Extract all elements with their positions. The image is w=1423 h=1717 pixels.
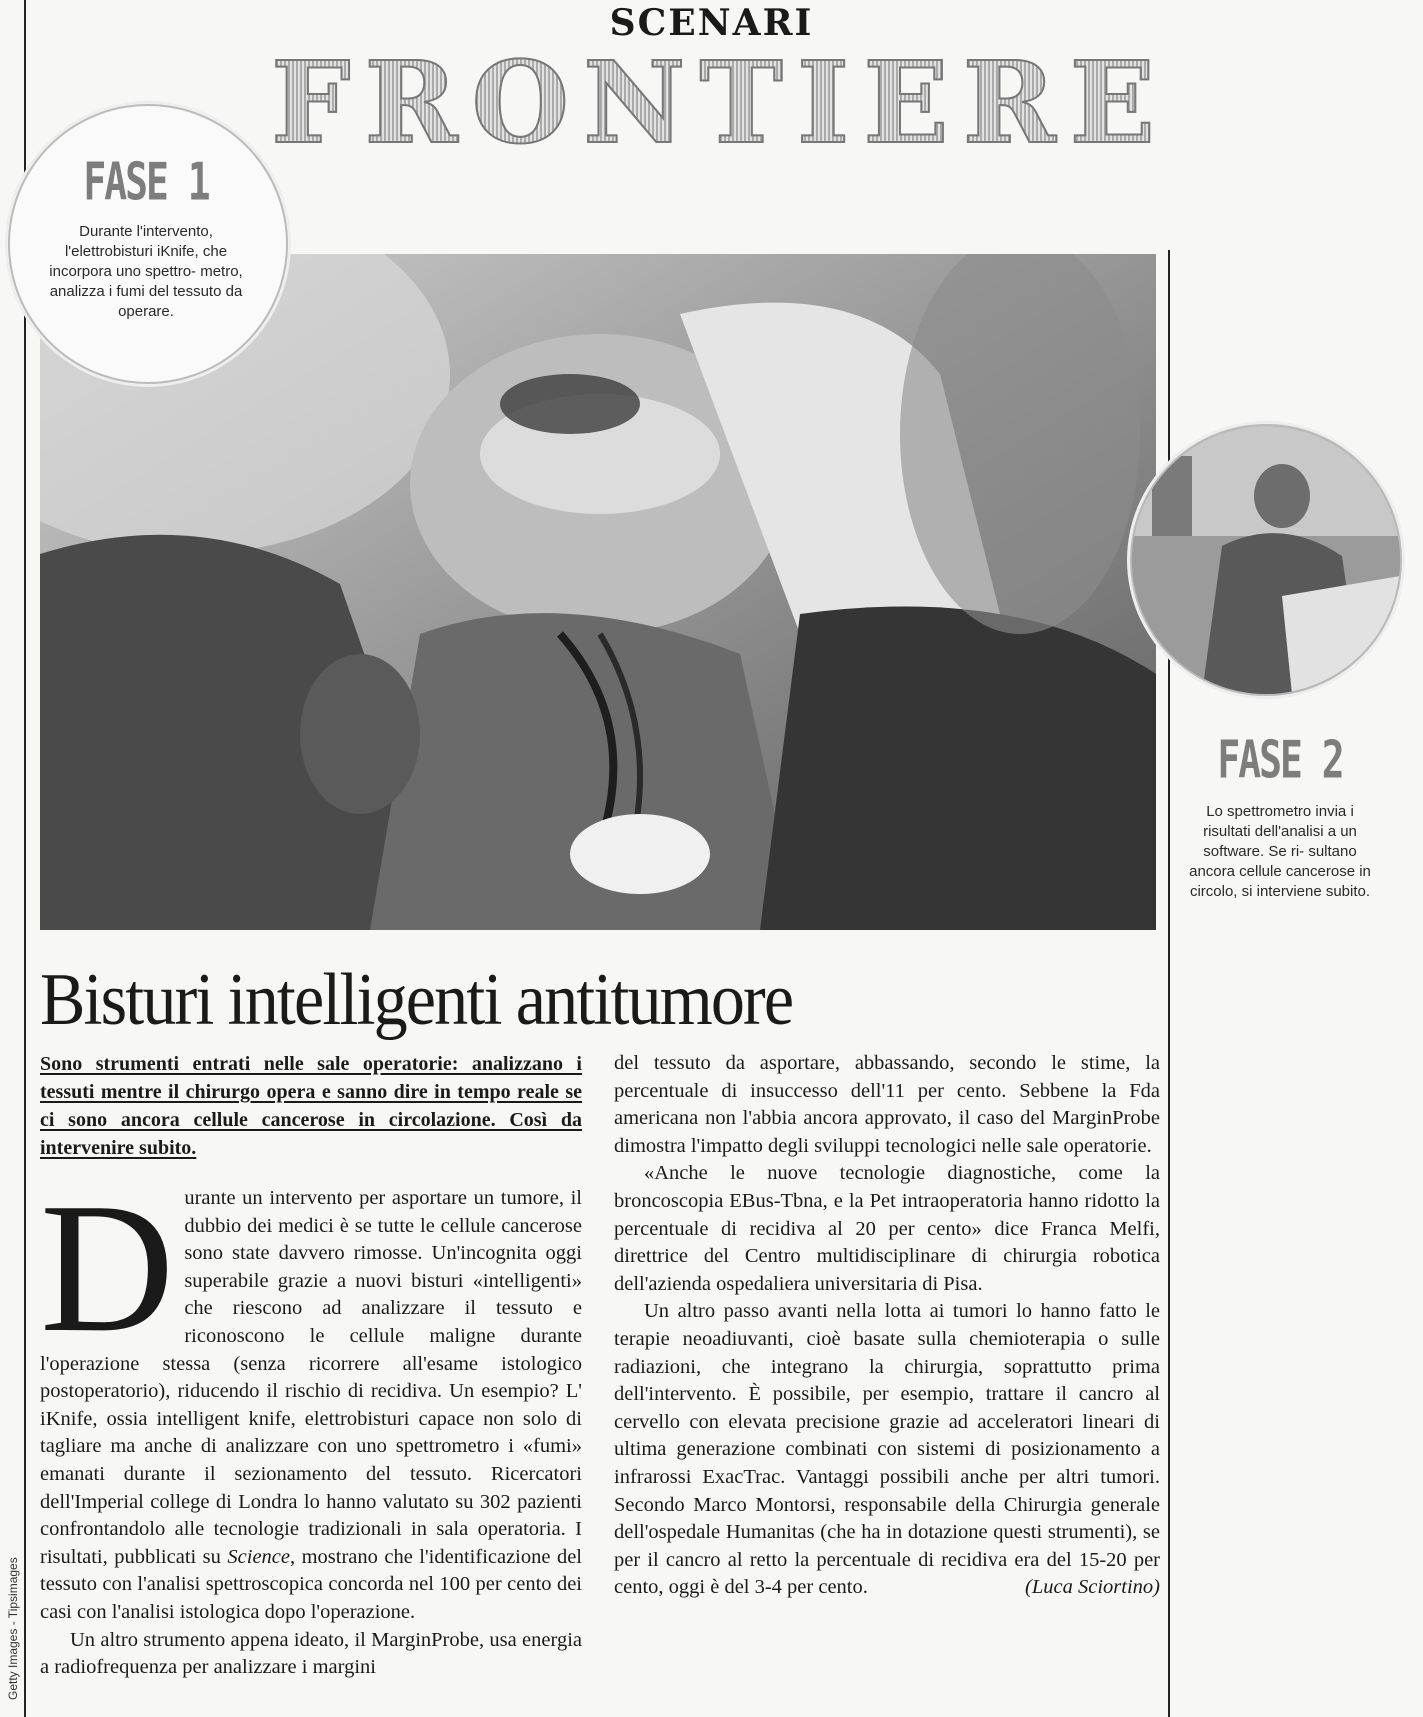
section-masthead: FRONTIERE [240,44,1200,164]
article-lead: Sono strumenti entrati nelle sale operatorie: analizzano i tessuti mentre il chirurgo opera e sanno dire in tempo reale se ci sono ancora cellule cancerose in circolazione. Così da intervenire subito. [40,1053,582,1159]
article-headline: Bisturi intelligenti antitumore [40,959,793,1041]
paragraph-4 [614,1298,1160,1602]
paragraph-4-text: Un altro passo avanti nella lotta ai tumori lo hanno fatto le terapie neoadiuvanti, cioè basate sulla chemioterapia o sulle radiazioni, che integrano la chirurgia, soprattutto prima dell'intervento. È possibile, per esempio, trattare il cancro al cervello con elevata precisione grazie ad acceleratori lineari di ultima generazione combinati con sistemi di posizionamento a infrarossi ExacTrac. Vantaggi possibili anche per altri tumori. Secondo Marco Montorsi, responsabile della Chirurgia generale dell'ospedale Humanitas (che ha in dotazione questi strumenti), se per il cancro al retto la percentuale di recidiva era del 15-20 per cento, oggi è del 3-4 per cento. [614,1300,1160,1599]
fase1-title: FASE 1 [83,152,209,212]
paragraph-1-text: urante un intervento per asportare un tumore, il dubbio dei medici è se tutte le cellule cancerose sono state davvero rimosse. Un'incognita oggi superabile grazie a nuovi bisturi «intelligenti» che riescono ad analizzare il tessuto e riconoscono le cellule maligne durante l'operazione stessa (senza ricorrere all'esame istologico postoperatorio), riducendo il rischio di recidiva. Un esempio? L' iKnife, ossia intelligent knife, elettrobisturi capace non solo di tagliare ma anche di analizzare con uno spettrometro i «fumi» emanati durante il sezionamento del tessuto. Ricercatori dell'Imperial college di Londra lo hanno valutato su 302 pazienti confrontandolo alle tecnologie tradizionali in sala operatoria. I risultati, pubblicati su [40,1187,582,1568]
drop-cap: D [40,1185,175,1371]
fase2-photo [1130,424,1402,696]
paragraph-2-continued: del tessuto da asportare, abbassando, secondo le stime, la percentuale di insuccesso dell'11 per cento. Sebbene la Fda americana non l'abbia ancora approvato, il caso del MarginProbe dimostra l'impatto degli sviluppi tecnologici nelle sale operatorie. [614,1052,1160,1157]
journal-name: Science [227,1545,290,1568]
paragraph-1-end: , mostrano che l'identificazione del tessuto con l'analisi spettroscopica concorda nel 100 per cento dei casi con l'analisi istologica dopo l'operazione. [40,1545,582,1623]
section-kicker: SCENARI [609,2,814,44]
paragraph-2: Un altro strumento appena ideato, il MarginProbe, usa energia a radiofrequenza per analizzare i margini [40,1628,582,1679]
fase2-title: FASE 2 [1217,730,1343,790]
article-column-1 [40,1185,582,1717]
fase1-text: Durante l'intervento, l'elettrobisturi iKnife, che incorpora uno spettro- metro, analizza i fumi del tessuto da operare. [49,223,243,320]
photo-credit: Getty Images - Tipsimages [6,1557,20,1700]
paragraph-1 [40,1185,582,1627]
fase2-text: Lo spettrometro invia i risultati dell'analisi a un software. Se ri- sultano ancora cellule cancerose in circolo, si interviene subito. [1189,803,1371,900]
paragraph-3: «Anche le nuove tecnologie diagnostiche, come la broncoscopia EBus-Tbna, e la Pet intraoperatoria hanno ridotto la percentuale di recidiva al 20 per cento» dice Franca Melfi, direttrice del Centro multidisciplinare di chirurgia robotica dell'azienda ospedaliera universitaria di Pisa. [614,1162,1160,1295]
author-signature: (Luca Sciortino) [1025,1576,1160,1599]
article-column-2 [614,1050,1160,1714]
